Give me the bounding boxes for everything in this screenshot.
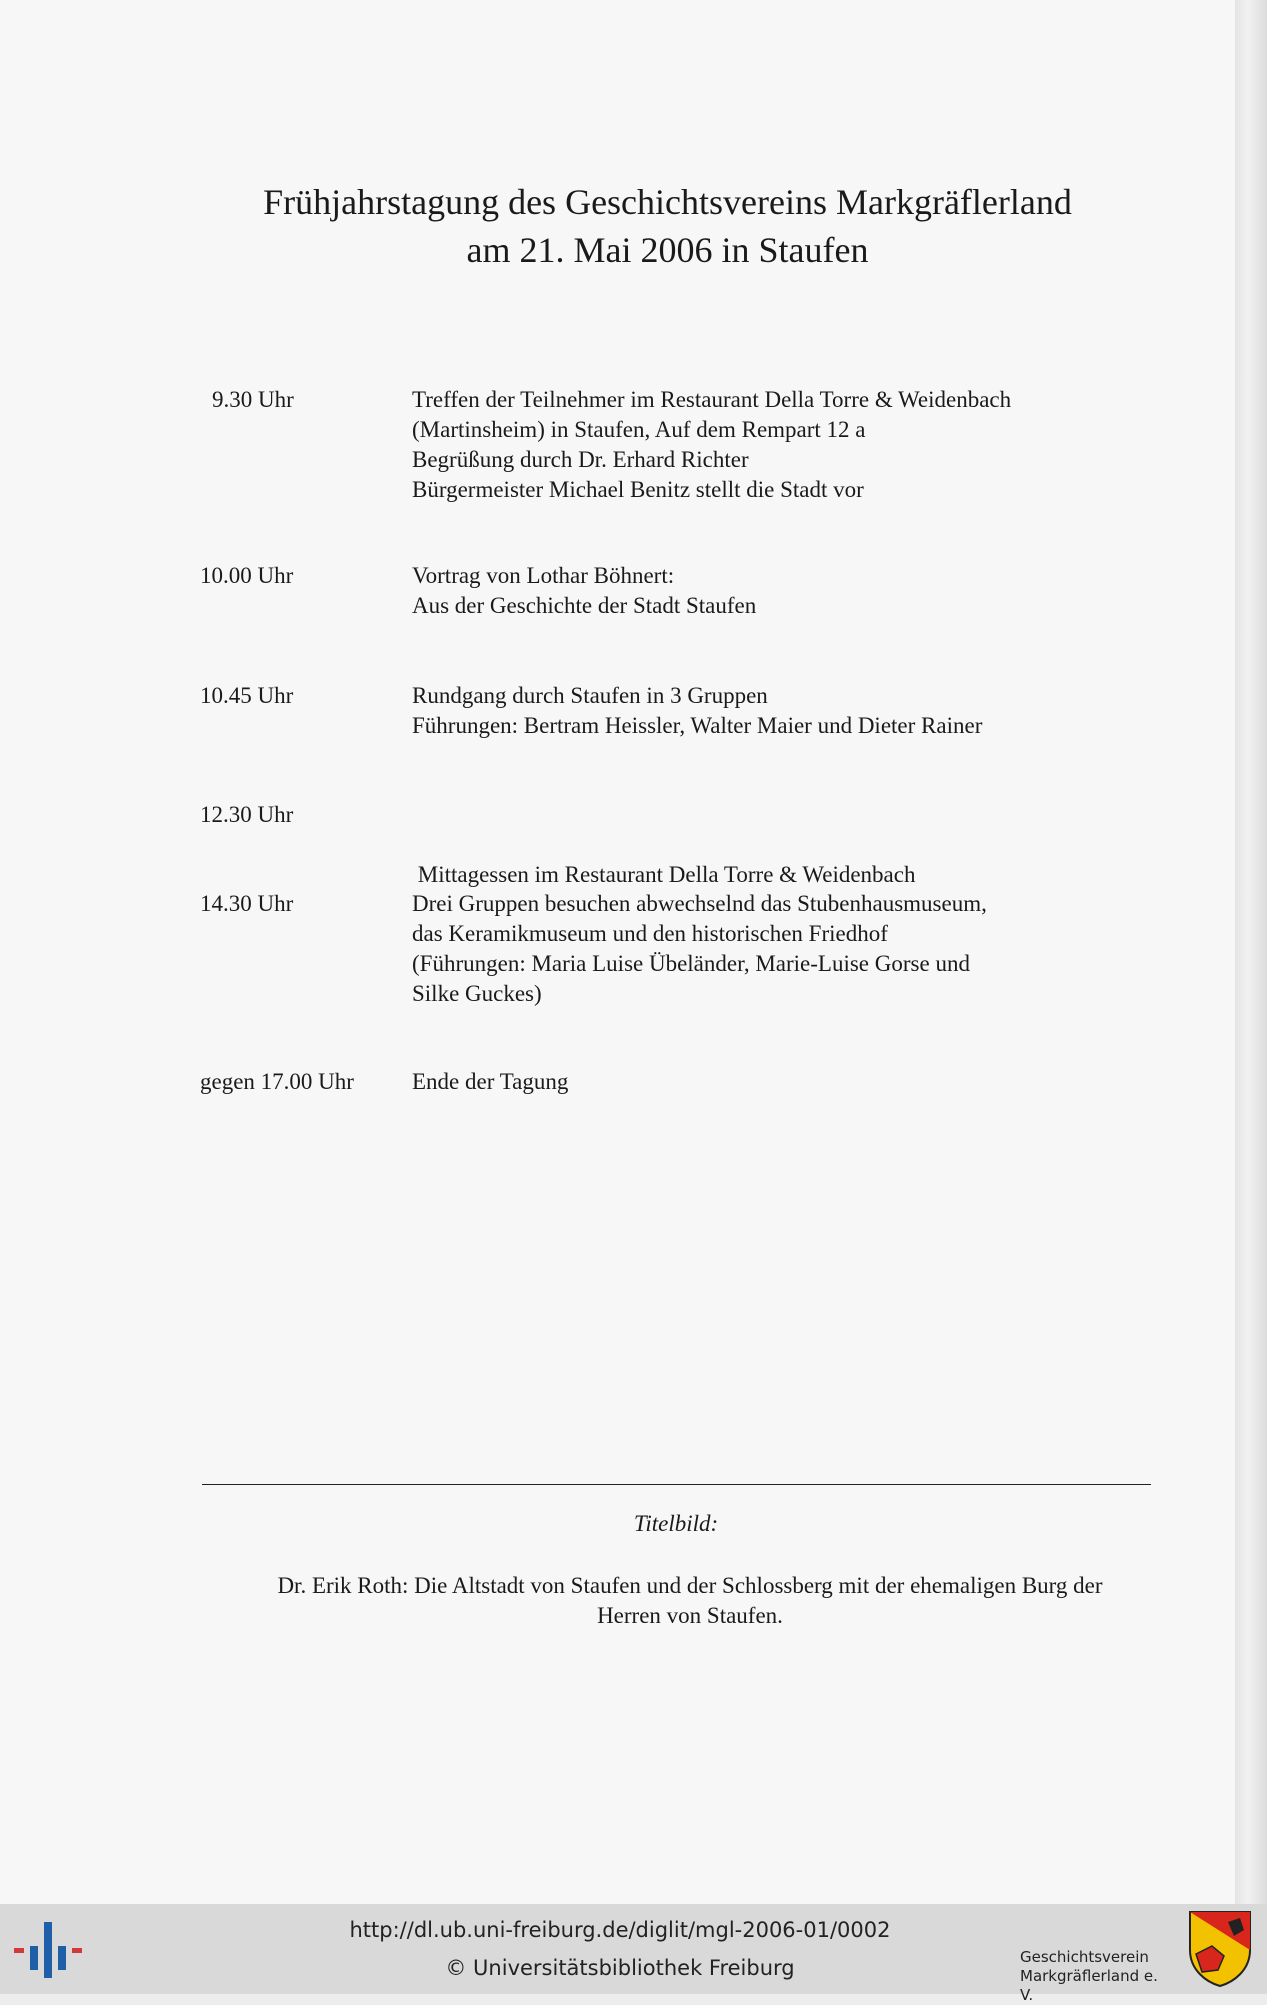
description-line: Führungen: Bertram Heissler, Walter Maier und Dieter Rainer [412,713,983,738]
divider [202,1484,1151,1485]
schedule-row [200,1067,1100,1107]
title-line-2: am 21. Mai 2006 in Staufen [466,230,869,270]
description-line: (Führungen: Maria Luise Übeländer, Marie-Luise Gorse und [412,951,970,976]
society-line-1: Geschichtsverein [1020,1948,1149,1966]
caption-line-2: Herren von Staufen. [597,1603,783,1628]
title-line-1: Frühjahrstagung des Geschichtsvereins Markgräflerland [263,182,1072,222]
description-line: Aus der Geschichte der Stadt Staufen [412,593,757,618]
description-line: Rundgang durch Staufen in 3 Gruppen [412,683,768,708]
schedule-time: 10.45 Uhr [200,683,294,708]
description-line: (Martinsheim) in Staufen, Auf dem Rempart 12 a [412,417,866,442]
schedule-row [200,385,1100,561]
schedule-description [412,681,1100,741]
library-logo-icon [14,1918,84,1982]
description-line: Treffen der Teilnehmer im Restaurant Della Torre & Weidenbach [412,387,1012,412]
schedule-description [412,1067,1100,1097]
schedule-time: 10.00 Uhr [200,563,294,588]
description-line: Bürgermeister Michael Benitz stellt die Stadt vor [412,477,864,502]
caption-label: Titelbild: [633,1511,719,1536]
description-line: Vortrag von Lothar Böhnert: [412,563,675,588]
caption-line-1: Dr. Erik Roth: Die Altstadt von Staufen und der Schlossberg mit der ehemaligen Burg der [277,1573,1103,1598]
schedule-description [412,561,1100,621]
schedule [200,385,1100,1107]
society-name [1020,1948,1170,2005]
schedule-time: 14.30 Uhr [200,891,294,916]
schedule-row [200,800,1100,889]
schedule-description [412,385,1100,505]
description-line: Mittagessen im Restaurant Della Torre & Weidenbach [412,862,916,887]
footer-copyright: © Universitätsbibliothek Freiburg [445,1956,795,1980]
footer-bar [0,1904,1267,2004]
footer-url-link[interactable]: http://dl.ub.uni-freiburg.de/diglit/mgl-2006-01/0002 [349,1918,891,1942]
schedule-time: gegen 17.00 Uhr [200,1069,354,1094]
society-line-2: Markgräflerland e. V. [1020,1967,1158,2004]
schedule-description [412,889,1100,1009]
schedule-row [200,889,1100,1067]
description-line: Drei Gruppen besuchen abwechselnd das Stubenhausmuseum, [412,891,987,916]
schedule-row [200,561,1100,681]
description-line: Begrüßung durch Dr. Erhard Richter [412,447,749,472]
page-edge [1235,0,1267,1904]
description-line: Ende der Tagung [412,1069,569,1094]
description-line: das Keramikmuseum und den historischen Friedhof [412,921,888,946]
description-line: Silke Guckes) [412,981,542,1006]
schedule-time: 9.30 Uhr [212,387,294,412]
page-title [0,178,1267,274]
caption-text [0,1571,1267,1631]
schedule-row [200,681,1100,800]
coat-of-arms-icon [1188,1910,1252,1988]
schedule-time: 12.30 Uhr [200,802,294,827]
